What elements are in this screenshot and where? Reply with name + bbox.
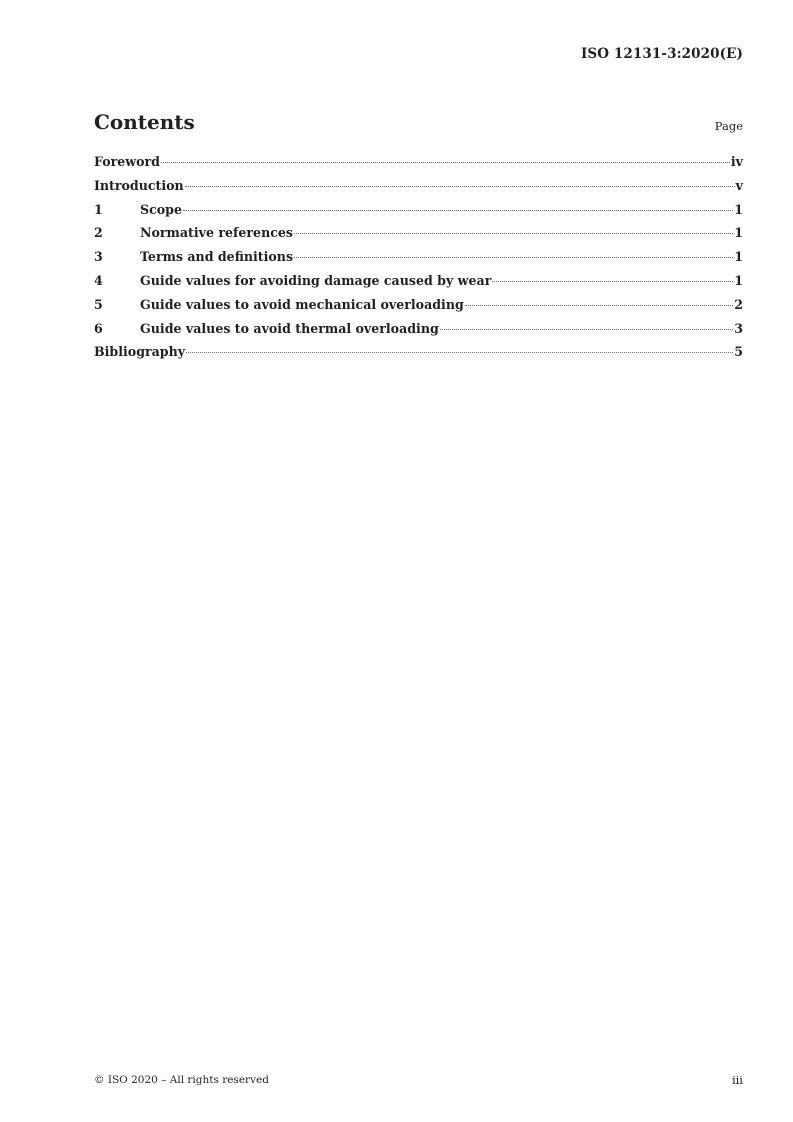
toc-entry-foreword[interactable]: [94, 154, 743, 178]
dot-leader: [183, 210, 733, 211]
toc-entry-title: Introduction: [94, 177, 184, 193]
toc-entry-wear-guide-values[interactable]: [94, 273, 743, 297]
copyright-notice: © ISO 2020 – All rights reserved: [94, 1074, 269, 1086]
toc-entry-title: Guide values to avoid mechanical overloading: [140, 296, 464, 312]
dot-leader: [186, 352, 733, 353]
toc-entry-scope[interactable]: [94, 202, 743, 226]
toc-entry-title: Normative references: [140, 225, 294, 241]
page-column-label: Page: [714, 119, 743, 133]
toc-entry-page: iv: [730, 154, 743, 169]
contents-heading: Contents: [94, 110, 195, 134]
dot-leader: [294, 257, 733, 258]
toc-entry-normative-references[interactable]: [94, 225, 743, 249]
toc-entry-page: 1: [734, 272, 743, 288]
toc-entry-number: 4: [94, 272, 103, 288]
dot-leader: [161, 162, 730, 163]
toc-entry-title: Guide values for avoiding damage caused by wear: [140, 272, 492, 288]
toc-entry-title: Bibliography: [94, 344, 186, 360]
toc-entry-title: Foreword: [94, 154, 160, 169]
toc-entry-bibliography[interactable]: [94, 344, 743, 368]
toc-entry-number: 1: [94, 201, 103, 217]
toc-entry-page: 1: [734, 225, 743, 241]
toc-entry-page: 1: [734, 249, 743, 265]
toc-entry-page: 1: [734, 201, 743, 217]
toc-entry-terms-and-definitions[interactable]: [94, 249, 743, 273]
toc-entry-page: v: [735, 177, 743, 193]
toc-entry-mechanical-overloading[interactable]: [94, 297, 743, 321]
dot-leader: [492, 281, 733, 282]
dot-leader: [185, 186, 735, 187]
toc-entry-title: Guide values to avoid thermal overloading: [140, 320, 439, 336]
toc-entry-number: 5: [94, 296, 103, 312]
document-id: ISO 12131-3:2020(E): [580, 46, 743, 62]
toc-entry-thermal-overloading[interactable]: [94, 321, 743, 345]
toc-entry-number: 3: [94, 249, 103, 265]
toc-entry-title: Scope: [140, 201, 182, 217]
table-of-contents: [94, 154, 743, 368]
toc-entry-title: Terms and definitions: [140, 249, 294, 265]
toc-entry-introduction[interactable]: [94, 178, 743, 202]
toc-entry-number: 6: [94, 320, 103, 336]
toc-entry-page: 3: [734, 320, 743, 336]
toc-entry-page: 2: [734, 296, 743, 312]
toc-entry-number: 2: [94, 225, 103, 241]
toc-entry-page: 5: [734, 344, 743, 360]
dot-leader: [440, 329, 733, 330]
page-number: iii: [731, 1073, 743, 1087]
dot-leader: [465, 305, 733, 306]
dot-leader: [294, 233, 733, 234]
